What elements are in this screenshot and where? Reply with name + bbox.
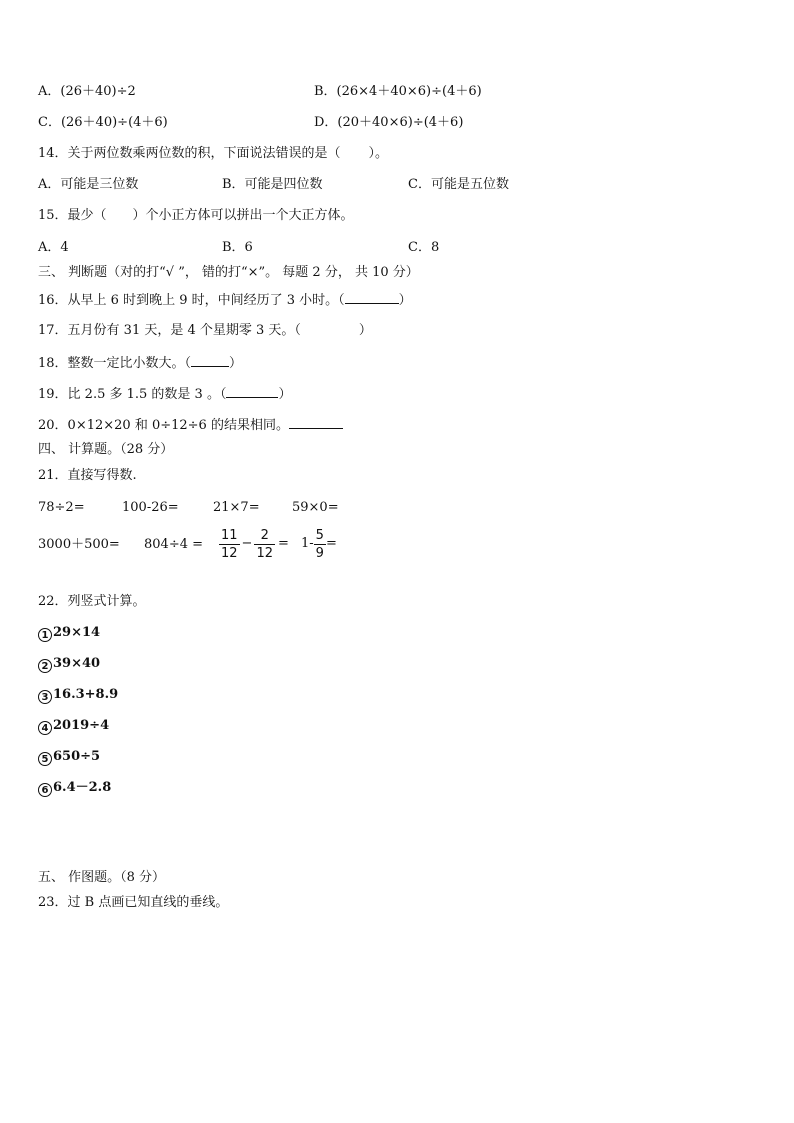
q19-answer-blank[interactable]: [226, 385, 278, 398]
fraction-denominator: 12: [221, 545, 238, 561]
equals-sign: =: [278, 536, 289, 551]
q13-option-b: B．(26×4＋40×6)÷(4＋6): [314, 84, 482, 99]
q21-item-4: 59×0=: [292, 500, 339, 515]
q18-text: 18．整数一定比小数大。（: [38, 356, 192, 371]
fraction-5-9: [314, 528, 326, 561]
q22-expression: 6.4－2.8: [53, 780, 112, 795]
q13-option-d: D．(20＋40×6)÷(4＋6): [314, 115, 464, 130]
q19: [38, 385, 291, 403]
circled-number-1-icon: 1: [38, 628, 52, 642]
q17-text: 17．五月份有 31 天，是 4 个星期零 3 天。（: [38, 323, 301, 338]
circled-number-3-icon: 3: [38, 690, 52, 704]
circled-number-5-icon: 5: [38, 752, 52, 766]
q21-item-3: 21×7=: [213, 500, 260, 515]
q14-option-b: B．可能是四位数: [222, 177, 323, 192]
q22-item-1: [38, 625, 100, 642]
q22-item-2: [38, 656, 100, 673]
q16-close: ）: [398, 293, 412, 308]
fraction-numerator: 5: [315, 527, 324, 543]
fraction-2-12: [254, 528, 275, 561]
q23-text: 23．过 B 点画已知直线的垂线。: [38, 895, 229, 910]
q21-item-2: 100-26=: [122, 500, 179, 515]
q15-prompt: [38, 208, 354, 224]
q22-item-6: [38, 780, 111, 797]
fraction-numerator: 11: [221, 527, 238, 543]
q22-title: 22．列竖式计算。: [38, 594, 146, 609]
section-3-heading: 三、 判断题（对的打“√ ”， 错的打“×”。 每题 2 分， 共 10 分）: [38, 265, 419, 280]
q22-expression: 2019÷4: [53, 718, 110, 733]
minus-sign: −: [241, 536, 253, 551]
q21-item-5: 3000＋500=: [38, 537, 120, 552]
q14-option-a: A．可能是三位数: [38, 177, 139, 192]
section-5-heading: 五、 作图题。（8 分）: [38, 870, 166, 885]
q18-answer-blank[interactable]: [191, 354, 229, 367]
q22-item-3: [38, 687, 118, 704]
fraction-numerator: 2: [254, 528, 275, 545]
q16: [38, 291, 412, 309]
q21-title: 21．直接写得数.: [38, 468, 137, 483]
q22-expression: 39×40: [53, 656, 101, 671]
q22-expression: 29×14: [53, 625, 101, 640]
q22-item-4: [38, 718, 109, 735]
one-minus: 1-: [301, 536, 314, 551]
q21-item-1: 78÷2=: [38, 500, 85, 515]
q13-option-a: A．(26＋40)÷2: [38, 84, 136, 99]
q16-text: 16．从早上 6 时到晚上 9 时，中间经历了 3 小时。（: [38, 293, 345, 308]
q16-answer-blank[interactable]: [345, 291, 399, 304]
q15-prompt-after: ）个小正方体可以拼出一个大正方体。: [132, 208, 354, 223]
circled-number-6-icon: 6: [38, 783, 52, 797]
q22-item-5: [38, 749, 100, 766]
q19-text: 19．比 2.5 多 1.5 的数是 3 。（: [38, 387, 227, 402]
q14-prompt-after: ）。: [368, 146, 389, 161]
q15-option-a: A．4: [38, 240, 69, 255]
circled-number-4-icon: 4: [38, 721, 52, 735]
q14-option-c: C．可能是五位数: [408, 177, 509, 192]
q21-fraction-expression-1: [219, 524, 289, 565]
q21-item-6: 804÷4 =: [144, 537, 204, 552]
q17-close: ）: [358, 323, 372, 338]
q19-close: ）: [278, 387, 292, 402]
q22-expression: 650÷5: [53, 749, 101, 764]
q15-option-b: B．6: [222, 240, 253, 255]
q13-option-c: C．(26＋40)÷(4＋6): [38, 115, 168, 130]
q18-close: ）: [229, 356, 243, 371]
fraction-denominator: 12: [256, 545, 273, 561]
q15-prompt-before: 15．最少（: [38, 208, 107, 223]
q14-prompt-before: 14．关于两位数乘两位数的积，下面说法错误的是（: [38, 146, 341, 161]
fraction-denominator: 9: [315, 545, 324, 561]
q18: [38, 354, 242, 372]
section-4-heading: 四、 计算题。（28 分）: [38, 442, 174, 457]
circled-number-2-icon: 2: [38, 659, 52, 673]
q20: [38, 416, 343, 434]
equals-sign: =: [325, 536, 337, 551]
q22-expression: 16.3+8.9: [53, 687, 119, 702]
q14-prompt: [38, 146, 388, 162]
q21-fraction-expression-2: [301, 524, 337, 565]
q17: [38, 323, 372, 339]
q15-option-c: C．8: [408, 240, 440, 255]
fraction-11-12: [219, 528, 240, 561]
q20-text: 20．0×12×20 和 0÷12÷6 的结果相同。: [38, 418, 289, 433]
q20-answer-blank[interactable]: [289, 416, 343, 429]
